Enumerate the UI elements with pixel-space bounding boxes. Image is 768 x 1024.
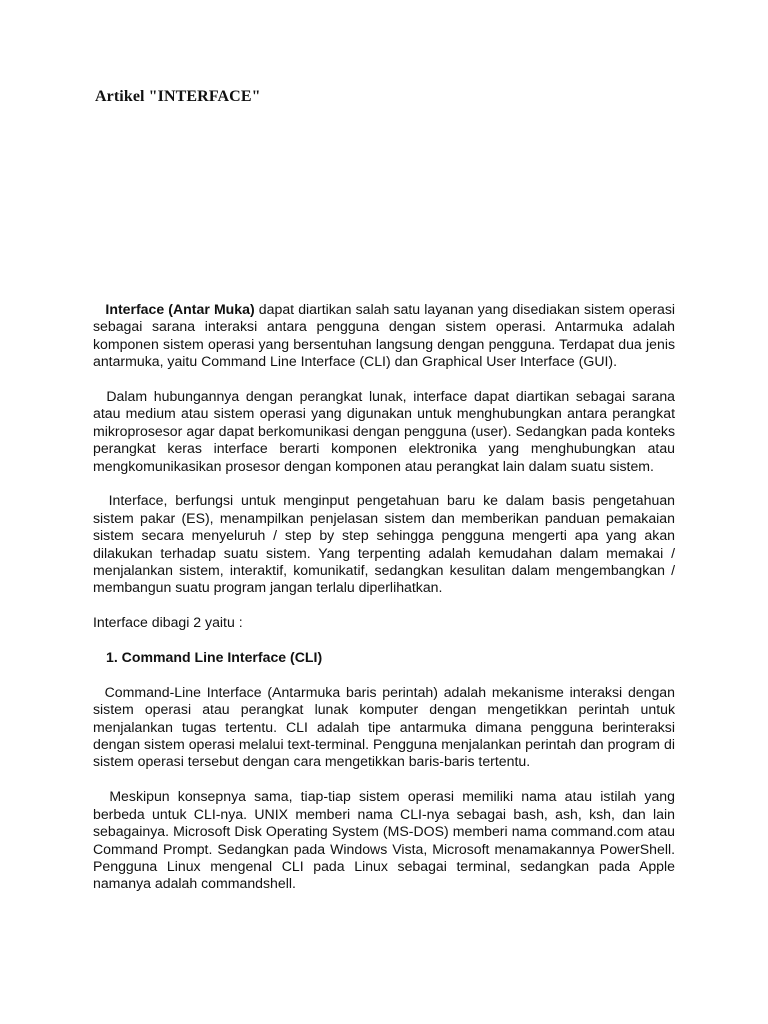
document-body	[93, 301, 675, 893]
paragraph-interface-definition	[93, 301, 675, 371]
paragraph-types-intro: Interface dibagi 2 yaitu :	[93, 614, 243, 631]
document-title: Artikel "INTERFACE"	[95, 88, 261, 105]
paragraph-text: dapat diartikan salah satu layanan yang disediakan sistem operasi sebagai sarana interaksi antara pengguna dengan sistem operasi. Antarmuka adalah komponen sistem operasi yang bersentuhan langsung dengan pengguna. Terdapat dua jenis antarmuka, yaitu Command Line Interface (CLI) dan Graphical User Interface (GUI).	[93, 301, 676, 370]
paragraph-cli-definition	[93, 684, 675, 771]
paragraph-expert-system	[93, 492, 675, 596]
paragraph-text: Command-Line Interface (Antarmuka baris perintah) adalah mekanisme interaksi dengan sistem operasi atau perangkat lunak komputer dengan mengetikkan perintah untuk menjalankan tugas tertentu. CLI adalah tipe antarmuka dimana pengguna berinteraksi dengan sistem operasi melalui text-terminal. Pengguna menjalankan perintah dan program di sistem operasi tersebut dengan cara mengetikkan baris-baris tertentu.	[93, 683, 675, 770]
paragraph-cli-names	[93, 788, 675, 892]
paragraph-text: Interface, berfungsi untuk menginput pengetahuan baru ke dalam basis pengetahuan sistem pakar (ES), menampilkan penjelasan sistem dan memberikan panduan pemakaian sistem secara menyeluruh / step by step sehingga pengguna mengerti apa yang akan dilakukan terhadap suatu sistem. Yang terpenting adalah kemudahan dalam memakai / menjalankan sistem, interaktif, komunikatif, sedangkan kesulitan dalam mengembangkan / membangun suatu program jangan terlalu diperlihatkan.	[93, 492, 675, 596]
paragraph-bold-term: Interface (Antar Muka)	[105, 301, 255, 317]
section-heading-cli: 1. Command Line Interface (CLI)	[106, 649, 323, 666]
paragraph-software-context	[93, 388, 675, 475]
paragraph-text: Dalam hubungannya dengan perangkat lunak, interface dapat diartikan sebagai sarana atau medium atau sistem operasi yang digunakan untuk menghubungkan antara perangkat mikroprosesor agar dapat berkomunikasi dengan pengguna (user). Sedangkan pada konteks perangkat keras interface berarti komponen elektronika yang menghubungkan atau mengkomunikasikan prosesor dengan komponen atau perangkat lain dalam suatu sistem.	[93, 388, 675, 474]
paragraph-text: Meskipun konsepnya sama, tiap-tiap sistem operasi memiliki nama atau istilah yang berbeda untuk CLI-nya. UNIX memberi nama CLI-nya sebagai bash, ash, ksh, dan lain sebagainya. Microsoft Disk Operating System (MS-DOS) memberi nama command.com atau Command Prompt. Sedangkan pada Windows Vista, Microsoft menamakannya PowerShell. Pengguna Linux mengenal CLI pada Linux sebagai terminal, sedangkan pada Apple namanya adalah commandshell.	[93, 788, 675, 892]
